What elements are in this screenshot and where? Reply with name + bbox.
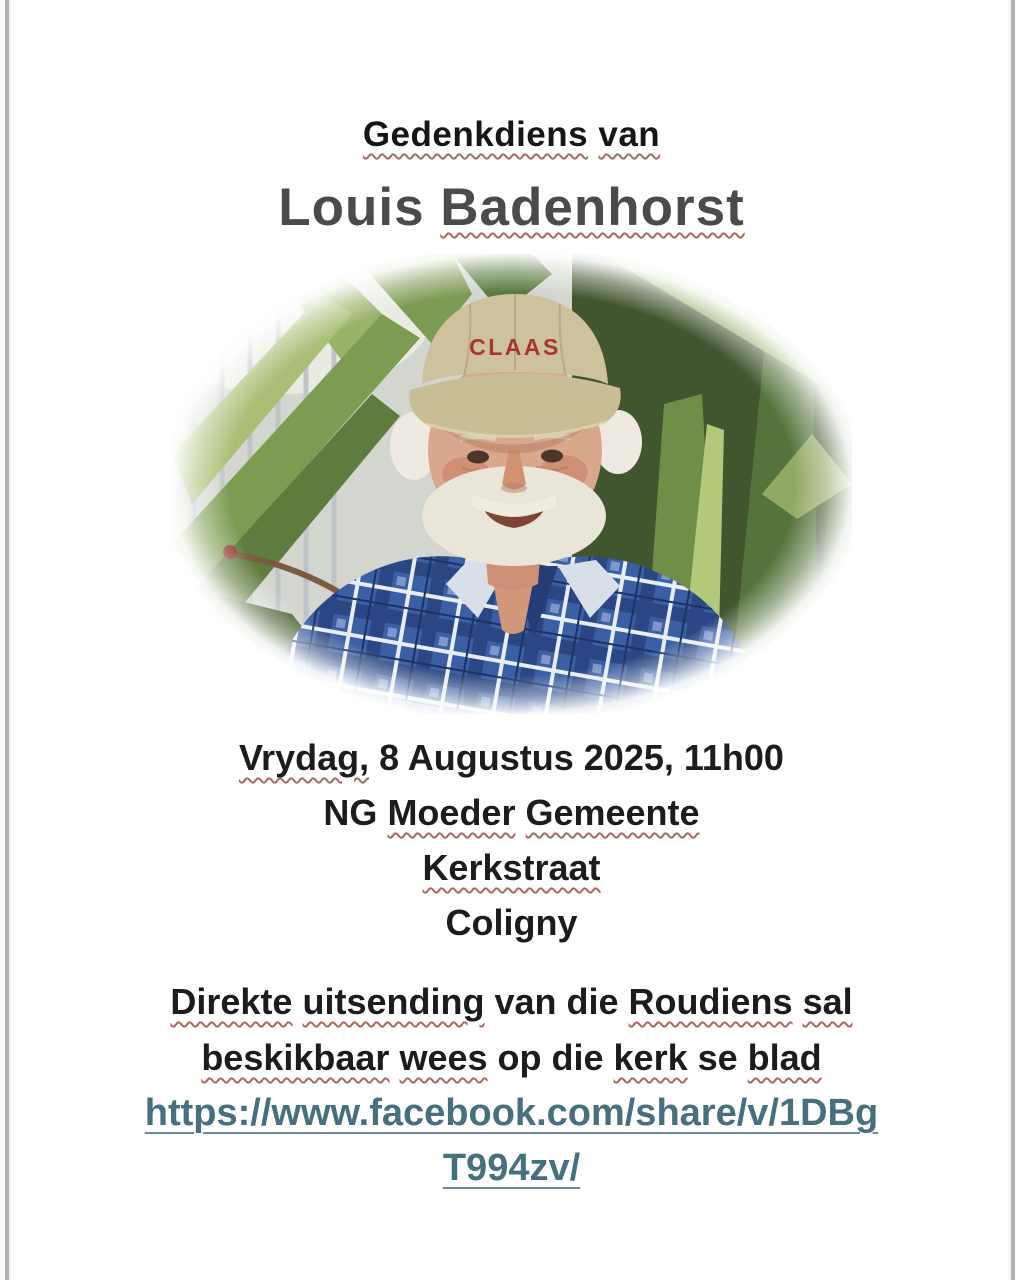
deceased-last-name: Badenhorst <box>440 178 745 237</box>
page-edge-right <box>1011 0 1015 1280</box>
street-name: Kerkstraat <box>422 847 601 888</box>
event-date-rest: 8 Augustus 2025, 11h00 <box>369 737 784 778</box>
service-title <box>0 0 1023 158</box>
photo-oval-vignette <box>172 254 852 714</box>
broadcast-line-2 <box>0 1030 1023 1086</box>
text-segment: beskikbaar <box>201 1037 390 1078</box>
event-details <box>0 730 1023 950</box>
venue-word-1: Moeder <box>387 792 516 833</box>
venue-word-2: Gemeente <box>525 792 700 833</box>
text-segment <box>793 981 803 1022</box>
text-segment: kerk <box>613 1037 688 1078</box>
text-segment <box>292 981 302 1022</box>
venue-prefix: NG <box>323 792 388 833</box>
event-street <box>0 840 1023 895</box>
broadcast-line-1 <box>0 974 1023 1030</box>
deceased-name <box>0 178 1023 238</box>
text-separator <box>588 115 598 154</box>
text-segment: se <box>687 1037 748 1078</box>
facebook-link-line-1[interactable]: https://www.facebook.com/share/v/1DBg <box>144 1092 879 1134</box>
event-town <box>0 895 1023 950</box>
text-segment: Direkte <box>170 981 293 1022</box>
text-segment: op die <box>487 1037 614 1078</box>
text-segment: wees <box>399 1037 488 1078</box>
event-day-word: Vrydag, <box>239 737 370 778</box>
service-title-of-word: van <box>598 115 661 154</box>
broadcast-note <box>0 974 1023 1086</box>
text-segment: sal <box>802 981 853 1022</box>
event-venue <box>0 785 1023 840</box>
facebook-link[interactable] <box>0 1086 1023 1196</box>
facebook-link-line-2[interactable]: T994zv/ <box>442 1147 581 1189</box>
portrait-photo-illustration <box>172 254 852 714</box>
text-separator <box>515 792 525 833</box>
text-segment: van die <box>484 981 629 1022</box>
text-segment <box>389 1037 399 1078</box>
page-edge-left <box>5 0 9 1280</box>
text-segment: uitsending <box>302 981 485 1022</box>
portrait-photo <box>172 254 852 714</box>
town-name: Coligny <box>445 902 578 943</box>
text-segment: Roudiens <box>628 981 793 1022</box>
deceased-first-name: Louis <box>278 178 441 237</box>
text-segment: blad <box>747 1037 822 1078</box>
service-title-word: Gedenkdiens <box>362 115 589 154</box>
event-datetime <box>0 730 1023 785</box>
